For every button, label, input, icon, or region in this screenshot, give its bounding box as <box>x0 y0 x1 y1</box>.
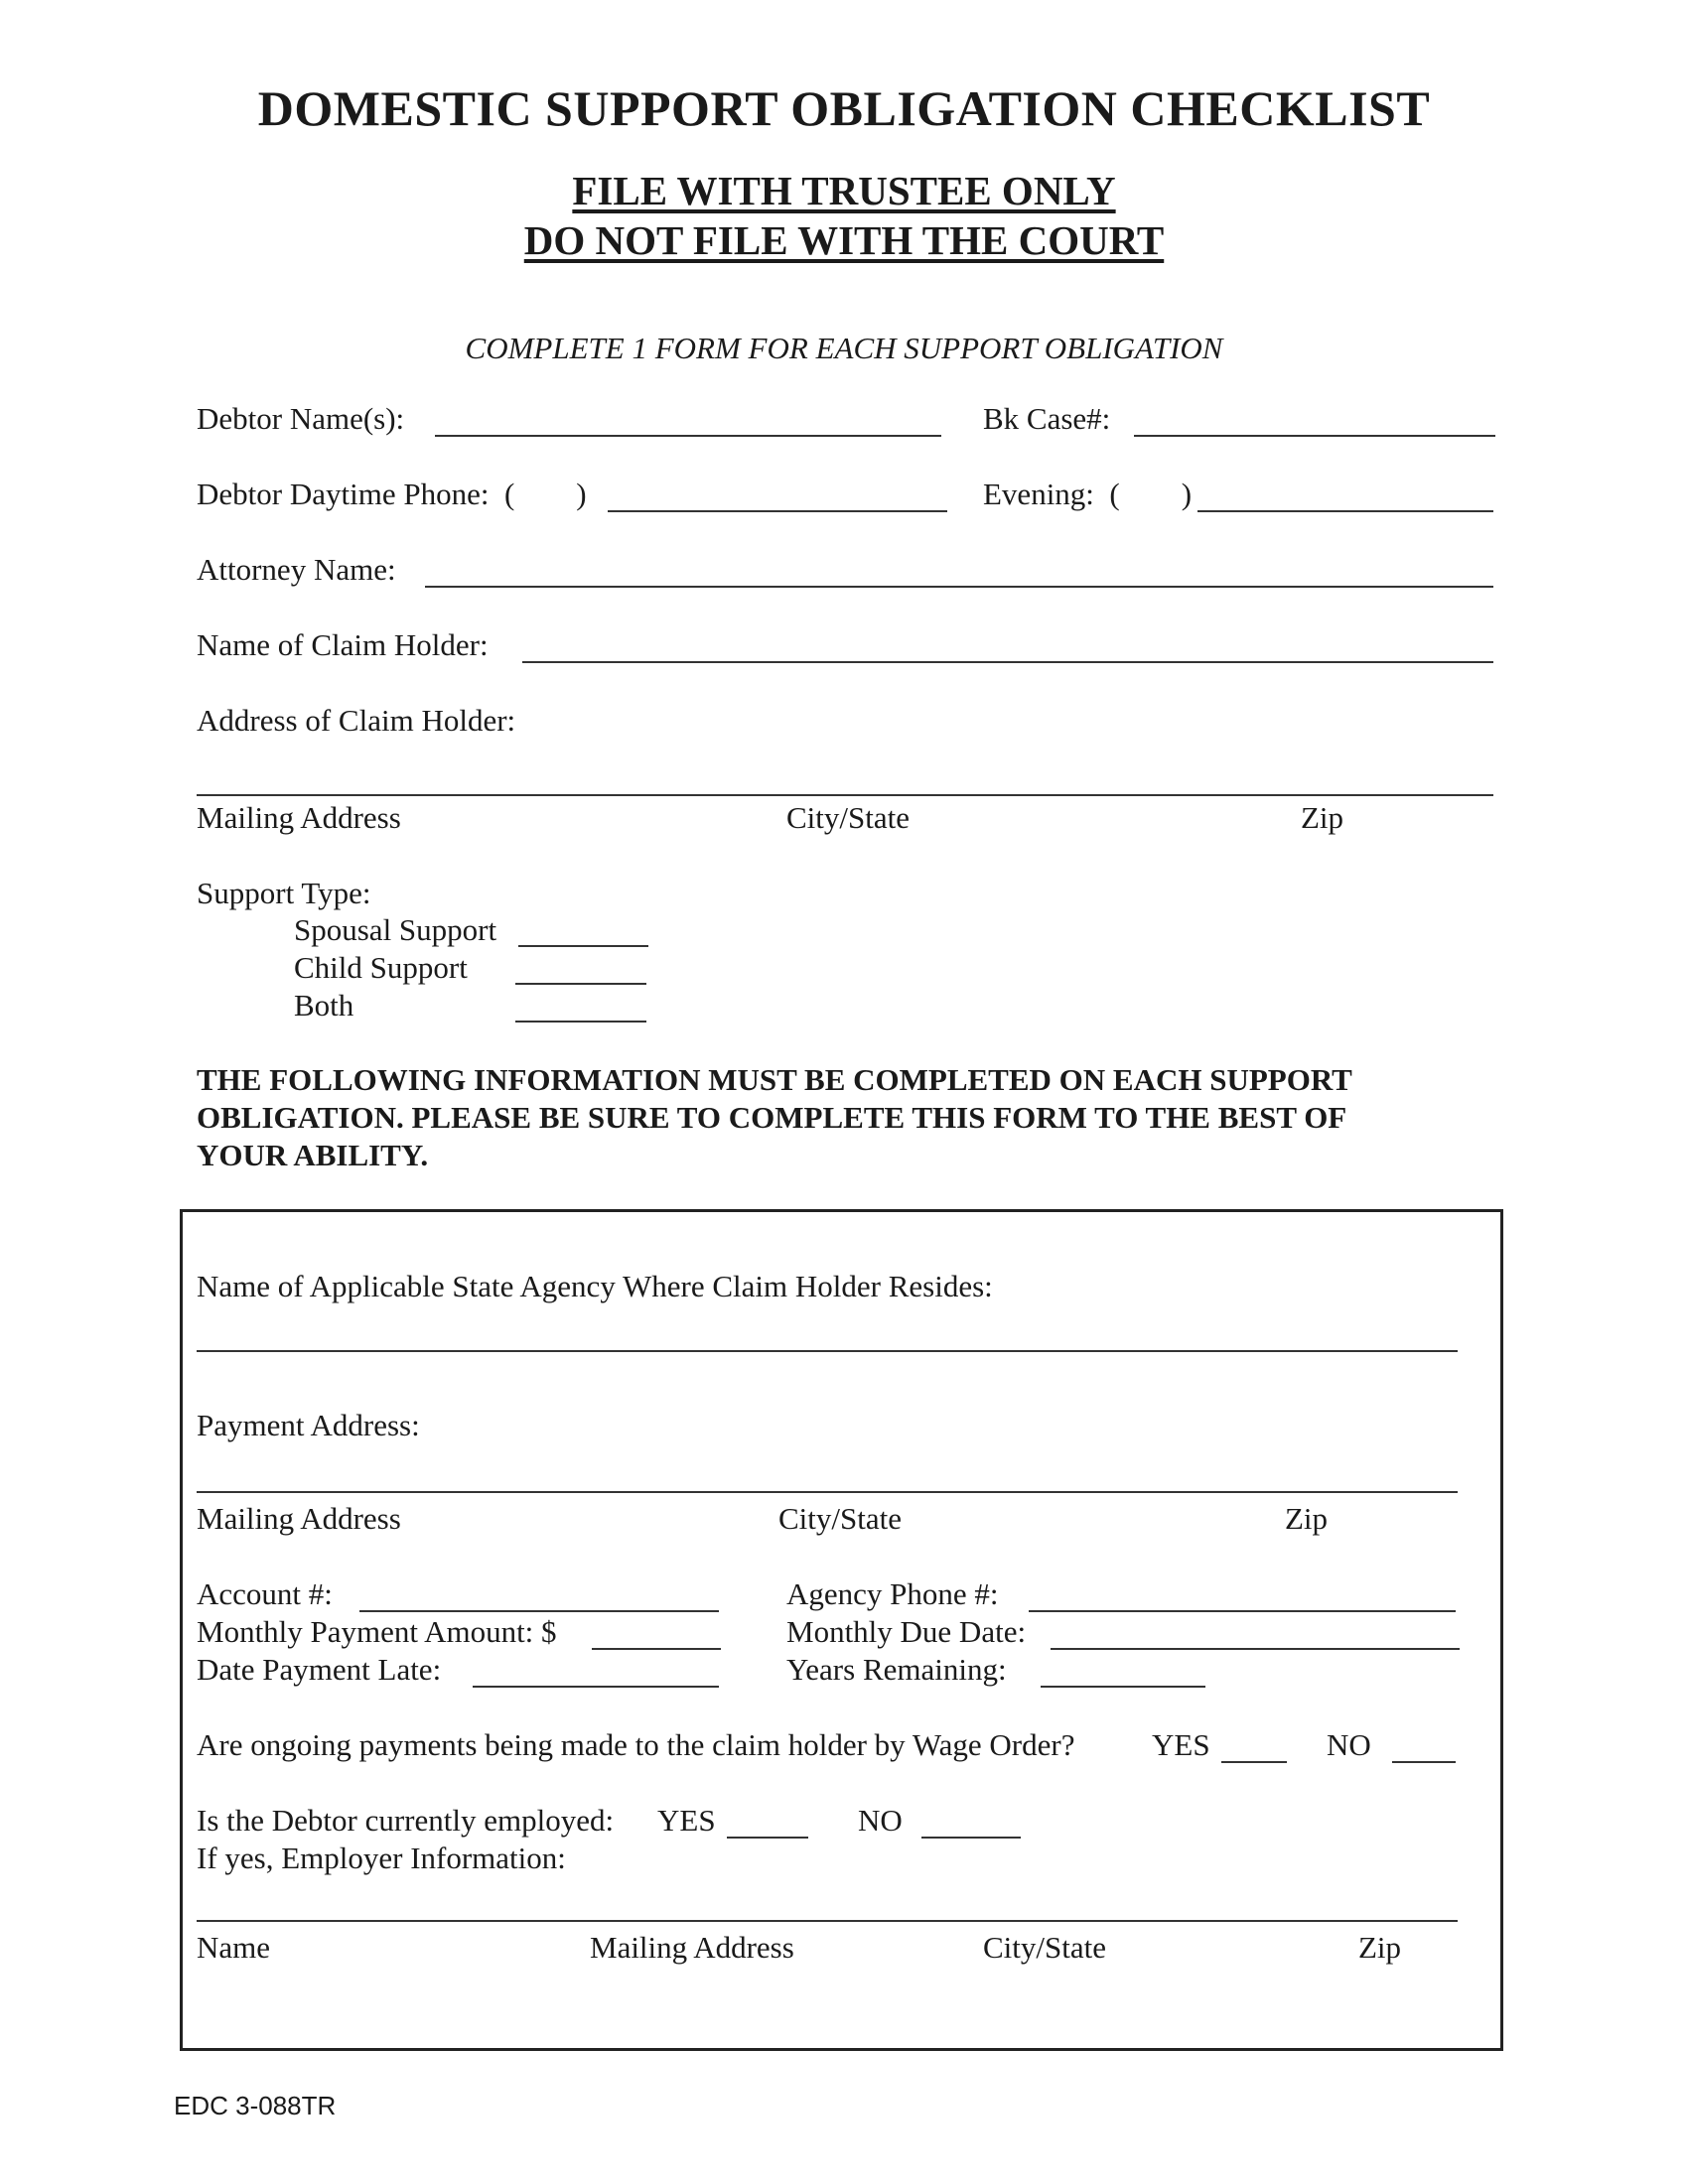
monthly-due-date-label: Monthly Due Date: <box>786 1614 1027 1649</box>
account-number-field[interactable] <box>359 1610 719 1612</box>
payment-city-state-caption: City/State <box>778 1501 902 1536</box>
state-agency-field[interactable] <box>197 1350 1458 1352</box>
notice-line-1: THE FOLLOWING INFORMATION MUST BE COMPLETED ON EACH SUPPORT <box>197 1062 1352 1097</box>
support-option-child: Child Support <box>294 950 468 985</box>
monthly-payment-field[interactable] <box>592 1648 721 1650</box>
employed-yes-label: YES <box>657 1803 716 1838</box>
state-agency-label: Name of Applicable State Agency Where Claim Holder Resides: <box>197 1269 993 1303</box>
subtitle-court: DO NOT FILE WITH THE COURT <box>523 217 1165 263</box>
agency-phone-label: Agency Phone #: <box>786 1576 999 1611</box>
attorney-name-label: Attorney Name: <box>197 552 396 587</box>
support-option-both: Both <box>294 988 354 1023</box>
monthly-due-date-field[interactable] <box>1051 1648 1460 1650</box>
support-option-spousal: Spousal Support <box>294 912 497 947</box>
account-number-label: Account #: <box>197 1576 333 1611</box>
payment-address-field[interactable] <box>197 1491 1458 1493</box>
employer-info-label: If yes, Employer Information: <box>197 1841 566 1875</box>
date-payment-late-label: Date Payment Late: <box>197 1652 442 1687</box>
form-title: DOMESTIC SUPPORT OBLIGATION CHECKLIST <box>257 80 1431 136</box>
employer-mailing-caption: Mailing Address <box>590 1930 794 1965</box>
employed-question: Is the Debtor currently employed: <box>197 1803 615 1838</box>
claim-address-field[interactable] <box>197 794 1493 796</box>
date-payment-late-field[interactable] <box>473 1686 719 1688</box>
debtor-name-label: Debtor Name(s): <box>197 401 405 436</box>
notice-line-2: OBLIGATION. PLEASE BE SURE TO COMPLETE THIS FORM TO THE BEST OF <box>197 1100 1347 1135</box>
agency-phone-field[interactable] <box>1029 1610 1456 1612</box>
monthly-payment-label: Monthly Payment Amount: $ <box>197 1614 557 1649</box>
support-type-label: Support Type: <box>197 876 371 910</box>
claim-address-label: Address of Claim Holder: <box>197 703 516 738</box>
daytime-phone-field[interactable] <box>608 510 947 512</box>
employed-no-field[interactable] <box>921 1837 1021 1839</box>
claim-mailing-address-caption: Mailing Address <box>197 800 401 835</box>
form-code: EDC 3-088TR <box>174 2091 337 2120</box>
both-support-field[interactable] <box>515 1021 646 1023</box>
subtitle-trustee: FILE WITH TRUSTEE ONLY <box>572 168 1116 213</box>
wage-order-question: Are ongoing payments being made to the claim holder by Wage Order? <box>197 1727 1075 1762</box>
child-support-field[interactable] <box>515 983 646 985</box>
evening-phone-field[interactable] <box>1197 510 1493 512</box>
wage-order-no-field[interactable] <box>1392 1761 1456 1763</box>
employer-info-field[interactable] <box>197 1920 1458 1922</box>
debtor-name-field[interactable] <box>435 435 941 437</box>
payment-address-label: Payment Address: <box>197 1408 420 1442</box>
wage-order-no-label: NO <box>1327 1727 1371 1762</box>
evening-phone-label: Evening: ( ) <box>983 477 1193 511</box>
payment-mailing-caption: Mailing Address <box>197 1501 401 1536</box>
wage-order-yes-field[interactable] <box>1221 1761 1287 1763</box>
spousal-support-field[interactable] <box>518 945 648 947</box>
employed-yes-field[interactable] <box>727 1837 808 1839</box>
years-remaining-field[interactable] <box>1041 1686 1205 1688</box>
employer-zip-caption: Zip <box>1358 1930 1402 1965</box>
claim-holder-field[interactable] <box>522 661 1493 663</box>
employer-name-caption: Name <box>197 1930 271 1965</box>
wage-order-yes-label: YES <box>1152 1727 1210 1762</box>
claim-zip-caption: Zip <box>1301 800 1344 835</box>
claim-holder-label: Name of Claim Holder: <box>197 627 489 662</box>
employed-no-label: NO <box>858 1803 903 1838</box>
case-number-label: Bk Case#: <box>983 401 1111 436</box>
notice-line-3: YOUR ABILITY. <box>197 1138 429 1172</box>
daytime-phone-label: Debtor Daytime Phone: ( ) <box>197 477 587 511</box>
instruction-text: COMPLETE 1 FORM FOR EACH SUPPORT OBLIGATION <box>465 331 1223 365</box>
years-remaining-label: Years Remaining: <box>786 1652 1007 1687</box>
payment-zip-caption: Zip <box>1285 1501 1329 1536</box>
claim-city-state-caption: City/State <box>786 800 910 835</box>
case-number-field[interactable] <box>1134 435 1495 437</box>
employer-city-state-caption: City/State <box>983 1930 1106 1965</box>
attorney-name-field[interactable] <box>425 586 1493 588</box>
